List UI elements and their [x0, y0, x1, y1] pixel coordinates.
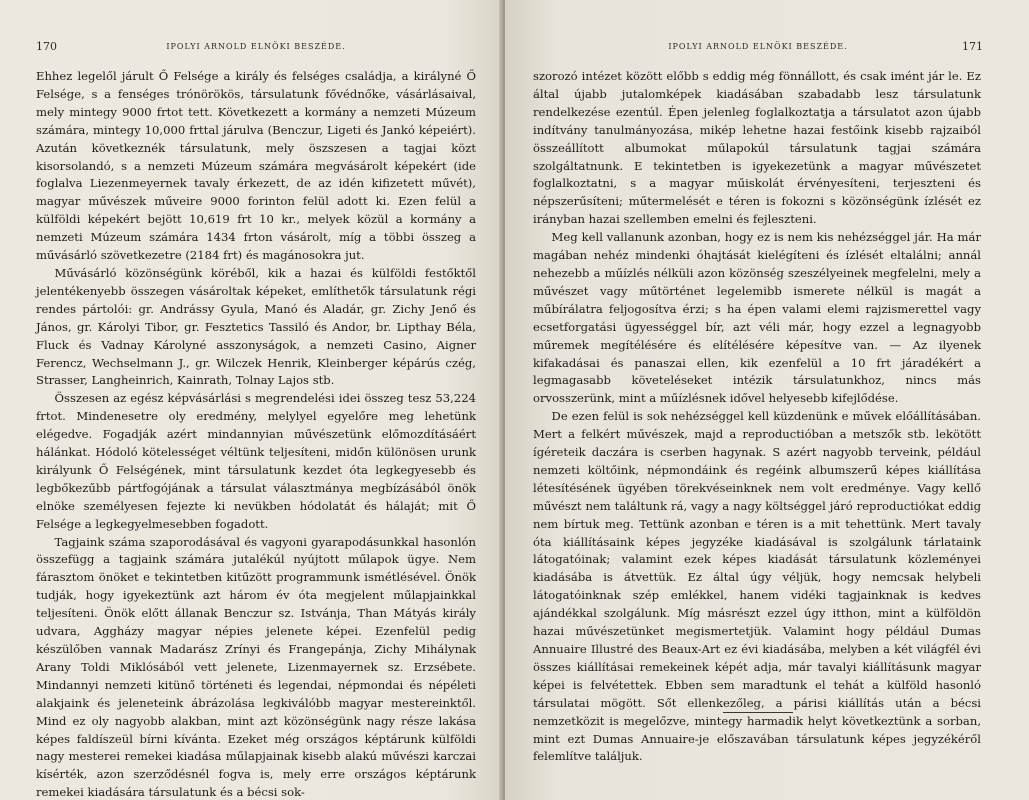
- right-running-head: IPOLYI ARNOLD ELNÖKI BESZÉDE.: [668, 42, 848, 51]
- left-page: [0, 0, 503, 800]
- left-running-head: IPOLYI ARNOLD ELNÖKI BESZÉDE.: [166, 42, 346, 51]
- left-paragraph-4: Tagjaink száma szaporodásával és vagyoni gyarapodásunkkal hasonlón összefügg a tagjaink számára jutalékúl nyújtott műlapok ügye. Nem fárasztom önöket e tekintetben kitűzött programmunk ismétlésével. Önök tudják, hogy igyekeztünk azt három év óta megjelent műlapjainkkal teljesíteni. Önök előtt állanak Benczur sz. Istvánja, Than Mátyás király udvara, Aggházy magyar népies jelenete képei. Ezenfelül pedig készülőben vannak Madarász Zrínyi és Frangepánja, Zichy Mihálynak Arany Toldi Miklósából vett jelenete, Lizenmayernek sz. Erzsébete. Mindannyi nemzeti kitünő történeti és legendai, népmondai és népéleti alakjaink és jeleneteink ábrázolása legkiválóbb magyar mestereinktől. Mind ez oly nagyobb alakban, mint azt közönségünk nagy része lakása képes faldíszeül bírni kívánta. Ezeket még országos képtárunk külföldi nagy mesterei remekei kiadása műlapjainak kisebb alakú művészi karczai kísérték, azon szerződésnél fogva is, mely erre országos képtárunk remekei kiadására társulatunk és a bécsi sok-: [36, 534, 476, 800]
- left-paragraph-2: Művásárló közönségünk köréből, kik a hazai és külföldi festőktől jelentékenyebb összegen vásároltak képeket, említhetők társulatunk régi rendes pártolói: gr. Andrássy Gyula, Manó és Aladár, gr. Zichy Jenő és János, gr. Károlyi Tibor, gr. Fesztetics Tassiló és Andor, br. Lipthay Béla, Fluck és Vadnay Károlyné asszonyságok, a nemzeti Casino, Aigner Ferencz, Wechselmann J., gr. Wilczek Henrik, Kleinberger képárús czég, Strasser, Langheinrich, Kainrath, Tolnay Lajos stb.: [36, 265, 476, 388]
- right-page-number: 171: [962, 40, 983, 53]
- right-paragraph-2: Meg kell vallanunk azonban, hogy ez is nem kis nehézséggel jár. Ha már magában nehéz mindenki óhajtását kielégíteni és ízlését eltalálni; annál nehezebb a műízlés nélküli azon közönség szeszélyeinek megfelelni, mely a művészet vagy műtörténet legelemibb ismerete nélkül is magát a műbírálatra feljogosítva érzi; s ha épen valami elemi rajzismerettel vagy ecsetforgatási ügyességgel bír, azt véli már, hogy ezzel a legnagyobb műremek megítélésére és elítélésére képesítve van. — Az ilyenek kifakadásai és panaszai ellen, kik ezenfelül a 10 frt járadékért a legmagasabb követeléseket intézik társulatunkhoz, nincs más orvosszerünk, mint a műízlésnek idővel helyesebb kifejlődése.: [533, 230, 981, 406]
- left-paragraph-3: Összesen az egész képvásárlási s megrendelési idei összeg tesz 53,224 frtot. Mindenesetre oly eredmény, melylyel egyelőre meg lehetünk elégedve. Fogadják azért mindannyian művészetünk előmozdításáért hálánkat. Hódoló kötelességet véltünk teljesíteni, midőn különösen urunk királyunk Ő Felségének, mint társulatunk kezdet óta legkegyesebb és legbőkezűbb pártfogójának a társulat választmánya megbízásából önök elnöke személyesen fejezte ki nevükben hódolatát és hálaját; mit Ő Felsége a legkegyelmesebben fogadott.: [36, 391, 476, 531]
- left-page-body: [36, 68, 476, 800]
- right-paragraph-3: De ezen felül is sok nehézséggel kell küzdenünk e művek előállításában. Mert a felkért művészek, majd a reproductióban a metszők stb. lekötött ígéreteik daczára is cserben hagynak. S azért nagyobb terveink, például nemzeti költőink, népmondáink és regéink albumszerű képes kiállítása létesítésének ügyében törekvéseinknek nem volt eredménye. Vagy kellő művészt nem találtunk rá, vagy a nagy költséggel járó reproductiókat eddig nem bírtuk meg. Tettünk azonban e téren is a mit tehettünk. Mert tavaly óta kiállításaink képes jegyzéke kiadásával is szolgálunk tárlataink látogatóinak; valamint ezek képes kiadását társulatunk közleményei kiadásába is átvettük. Ez által úgy véljük, hogy nemcsak helybeli látogatóinknak szép emlékkel, hanem vidéki tagjainknak is kedves ajándékkal szolgálunk. Míg másrészt ezzel úgy itthon, mint a külföldön hazai művészetünket megismertetjük. Valamint hogy például Dumas Annuaire Illustré des Beaux-Art ez évi kiadásába, melyben a két világfél évi összes kiállításai remekeinek képét adja, már tavalyi kiállításunk magyar képei is felvétettek. Ebben sem maradtunk el tehát a külföld hasonló társulatai mögött. Sőt ellenkezőleg, a párisi kiállítás után a bécsi nemzetközit is megelőzve, mintegy harmadik helyt következtünk a sorban, mint ezt Dumas Annuaire-je előszavában társulatunk képes jegyzékéről felemlítve találjuk.: [533, 409, 981, 764]
- right-paragraph-1: szorozó intézet között előbb s eddig még fönnállott, és csak imént jár le. Ez által újabb jutalomképek kiadásában szabadabb lesz társulatunk rendelkezése ezentúl. Épen jelenleg foglalkoztatja a társulatot azon újabb indítvány tanulmányozása, mikép lehetne hazai festőink kisebb rajzaiból összeállított albumokat műlapokúl társulatunk tagjai számára szolgáltatnunk. E tekintetben is igyekezetünk a magyar művészetet foglalkoztatni, s a magyar műiskolát érvényesíteni, terjeszteni és népszerűsíteni; műtermelését e téren is fokozni s közönségünk ízlését ez irányban hazai szellemben emelni és fejleszteni.: [533, 69, 981, 227]
- left-paragraph-1: Ehhez legelől járult Ő Felsége a király és felséges családja, a királyné Ő Felsége, s a fenséges trónörökös, társulatunk fővédnőke, vásárlásaival, mely mintegy 9000 frtot tett. Következett a kormány a nemzeti Múzeum számára, mintegy 10,000 frttal járulva (Benczur, Ligeti és Jankó képeiért). Azután következnék társulatunk, mely öszszesen a tagjai közt kisorsolandó, s a nemzeti Múzeum számára megvásárolt képekért (ide foglalva Liezenmeyernek tavaly érkezett, de az idén kifizetett művét), magyar művészek műveire 9000 forinton felül adott ki. Ezen felül a külföldi képekért bejött 10,619 frt 10 kr., melyek közül a kormány a nemzeti Múzeum számára 1434 frton vásárolt, míg a többi összeg a művásárló szövetkezetre (2184 frt) és magánosokra jut.: [36, 69, 476, 263]
- right-page-header: [533, 42, 983, 56]
- left-page-header: [36, 42, 476, 56]
- left-page-number: 170: [36, 40, 57, 53]
- right-page: [505, 0, 1029, 800]
- section-end-rule: [723, 712, 793, 713]
- right-page-body: [533, 68, 981, 766]
